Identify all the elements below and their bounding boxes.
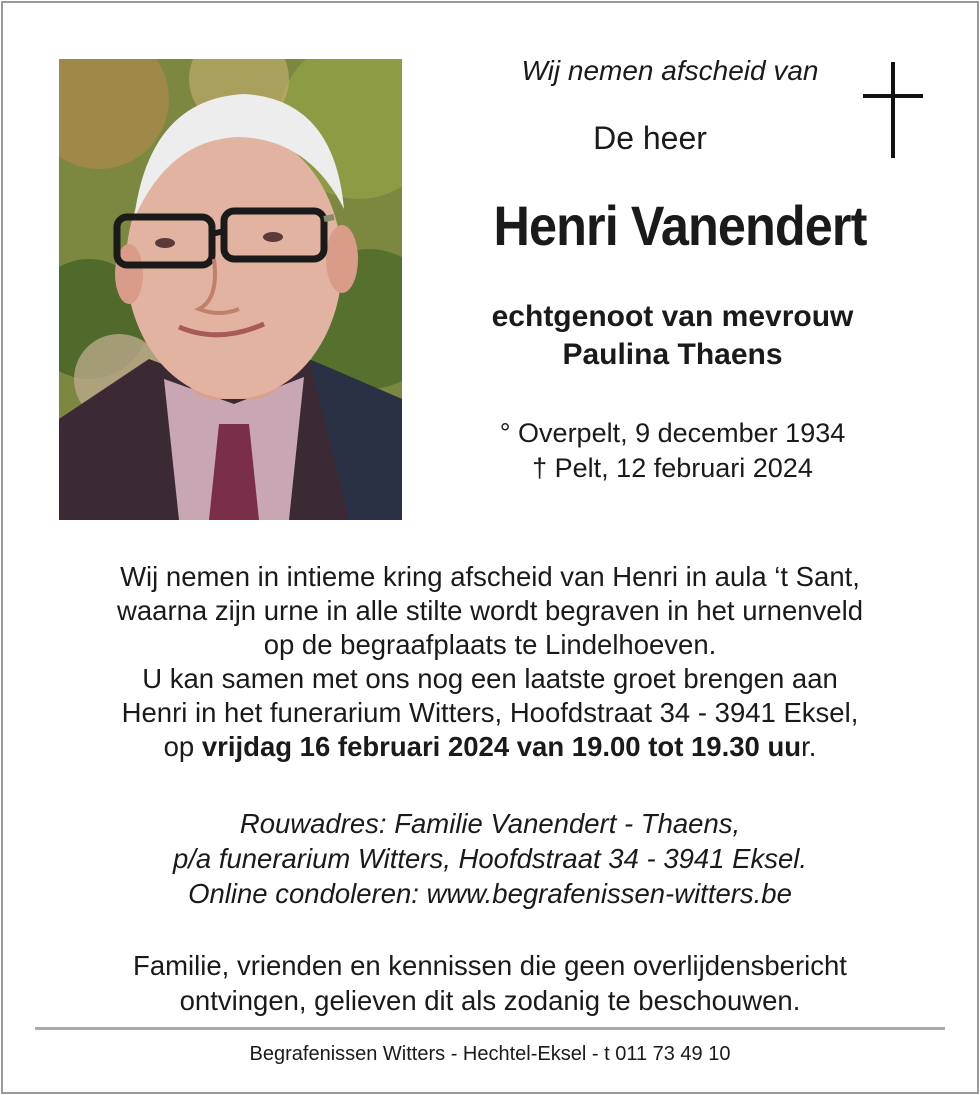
body-line-5: Henri in het funerarium Witters, Hoofdstraat 34 - 3941 Eksel, — [121, 697, 859, 728]
mourning-address — [40, 806, 940, 911]
spouse-line-1: echtgenoot van mevrouw — [491, 300, 854, 333]
note-line-2: ontvingen, gelieven dit als zodanig te beschouwen. — [179, 985, 801, 1016]
body-line-1: Wij nemen in intieme kring afscheid van Henri in aula ‘t Sant, — [120, 561, 860, 592]
ceremony-text — [40, 560, 940, 764]
spouse-block — [440, 298, 905, 374]
footer-text: Begrafenissen Witters - Hechtel-Eksel - t 011 73 49 10 — [249, 1043, 731, 1065]
address-line-2: p/a funerarium Witters, Hoofdstraat 34 - 3941 Eksel. — [172, 843, 808, 874]
body-line-3: op de begraafplaats te Lindelhoeven. — [263, 629, 717, 660]
note-line-1: Familie, vrienden en kennissen die geen overlijdensbericht — [133, 950, 847, 981]
notice-note — [40, 948, 940, 1018]
address-line-1: Rouwadres: Familie Vanendert - Thaens, — [239, 808, 741, 839]
body-line-6-pre: op — [163, 731, 202, 762]
body-line-6-post: r. — [801, 731, 817, 762]
spouse-line-2: Paulina Thaens — [562, 338, 783, 371]
visitation-time: vrijdag 16 februari 2024 van 19.00 tot 19.30 uu — [201, 731, 802, 762]
intro-text: Wij nemen afscheid van — [521, 55, 819, 86]
portrait-photo — [59, 59, 402, 520]
body-line-4: U kan samen met ons nog een laatste groet brengen aan — [142, 663, 838, 694]
death-date: † Pelt, 12 februari 2024 — [532, 453, 813, 483]
dates-block — [440, 416, 905, 486]
salutation: De heer — [593, 120, 707, 156]
footer-divider — [35, 1027, 945, 1030]
birth-date: ° Overpelt, 9 december 1934 — [499, 418, 846, 448]
body-line-6 — [40, 730, 940, 764]
address-line-3: Online condoleren: www.begrafenissen-witters.be — [188, 878, 792, 909]
body-line-2: waarna zijn urne in alle stilte wordt begraven in het urnenveld — [117, 595, 863, 626]
deceased-name: Henri Vanendert — [493, 194, 867, 257]
